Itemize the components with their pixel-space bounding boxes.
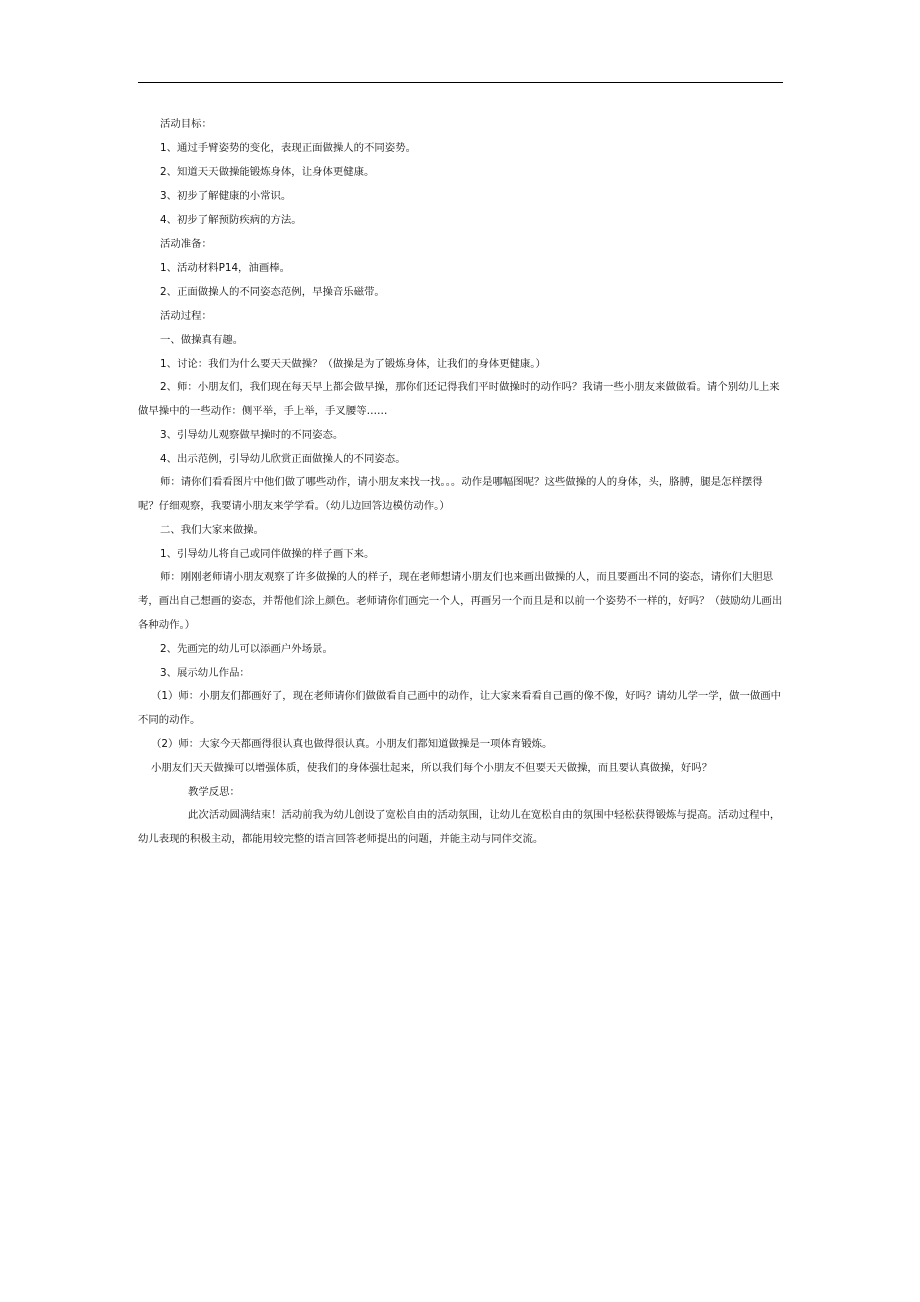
process-step: 4、出示范例，引导幼儿欣赏正面做操人的不同姿态。 — [160, 453, 406, 466]
heading-preparation: 活动准备： — [160, 238, 212, 250]
process-step: 2、先画完的幼儿可以添画户外场景。 — [160, 643, 333, 656]
preparation-item: 2、正面做操人的不同姿态范例，早操音乐磁带。 — [160, 286, 385, 298]
heading-objectives: 活动目标： — [160, 118, 212, 130]
process-step: 3、引导幼儿观察做早操时的不同姿态。 — [160, 429, 344, 442]
section-heading: 一、做操真有趣。 — [160, 334, 244, 346]
heading-reflection: 教学反思： — [188, 786, 240, 799]
process-step: 2、师：小朋友们，我们现在每天早上都会做早操，那你们还记得我们平时做操时的动作吗？我请一些小朋友来做做看。请个别幼儿上来做早操中的一些动作：侧平举，手上举，手叉腰等…… — [138, 381, 780, 417]
sub-step: （1）师：小朋友们都画好了，现在老师请你们做做看自己画中的动作，让大家来看看自己画的像不像，好吗？请幼儿学一学，做一做画中不同的动作。 — [138, 690, 782, 726]
reflection-text: 此次活动圆满结束！活动前我为幼儿创设了宽松自由的活动氛围，让幼儿在宽松自由的氛围中轻松获得锻炼与提高。活动过程中，幼儿表现的积极主动，都能用较完整的语言回答老师提出的问题，并能主动与同伴交流。 — [138, 809, 781, 845]
objective-item: 4、初步了解预防疾病的方法。 — [160, 214, 302, 226]
preparation-item: 1、活动材料P14，油画棒。 — [160, 262, 291, 274]
process-step: 1、讨论：我们为什么要天天做操？（做操是为了锻炼身体，让我们的身体更健康。） — [160, 358, 546, 370]
header-rule — [138, 82, 783, 83]
objective-item: 1、通过手臂姿势的变化，表现正面做操人的不同姿势。 — [160, 142, 416, 154]
teacher-speech: 师：刚刚老师请小朋友观察了许多做操的人的样子，现在老师想请小朋友们也来画出做操的人，而且要画出不同的姿态，请你们大胆思考，画出自己想画的姿态，并帮他们涂上颜色。老师请你们画完一个人，再画另一个而且是和以前一个姿势不一样的，好吗？（鼓励幼儿画出各种动作。） — [138, 571, 783, 631]
sub-step: （2）师：大家今天都画得很认真也做得很认真。小朋友们都知道做操是一项体育锻炼。 — [151, 738, 553, 751]
section-heading: 二、我们大家来做操。 — [160, 524, 264, 537]
objective-item: 3、初步了解健康的小常识。 — [160, 190, 292, 202]
heading-process: 活动过程： — [160, 310, 212, 322]
closing-remark: 小朋友们天天做操可以增强体质，使我们的身体强壮起来，所以我们每个小朋友不但要天天做操，而且要认真做操，好吗？ — [151, 762, 713, 775]
process-step: 3、展示幼儿作品： — [160, 667, 250, 680]
objective-item: 2、知道天天做操能锻炼身体，让身体更健康。 — [160, 166, 375, 178]
teacher-speech: 师：请你们看看图片中他们做了哪些动作，请小朋友来找一找。。。动作是哪幅图呢？这些做操的人的身体，头，胳膊，腿是怎样摆得呢？仔细观察，我要请小朋友来学学看。（幼儿边回答边模仿动作。） — [138, 476, 763, 512]
document-body — [138, 112, 783, 852]
process-step: 1、引导幼儿将自己或同伴做操的样子画下来。 — [160, 548, 375, 561]
